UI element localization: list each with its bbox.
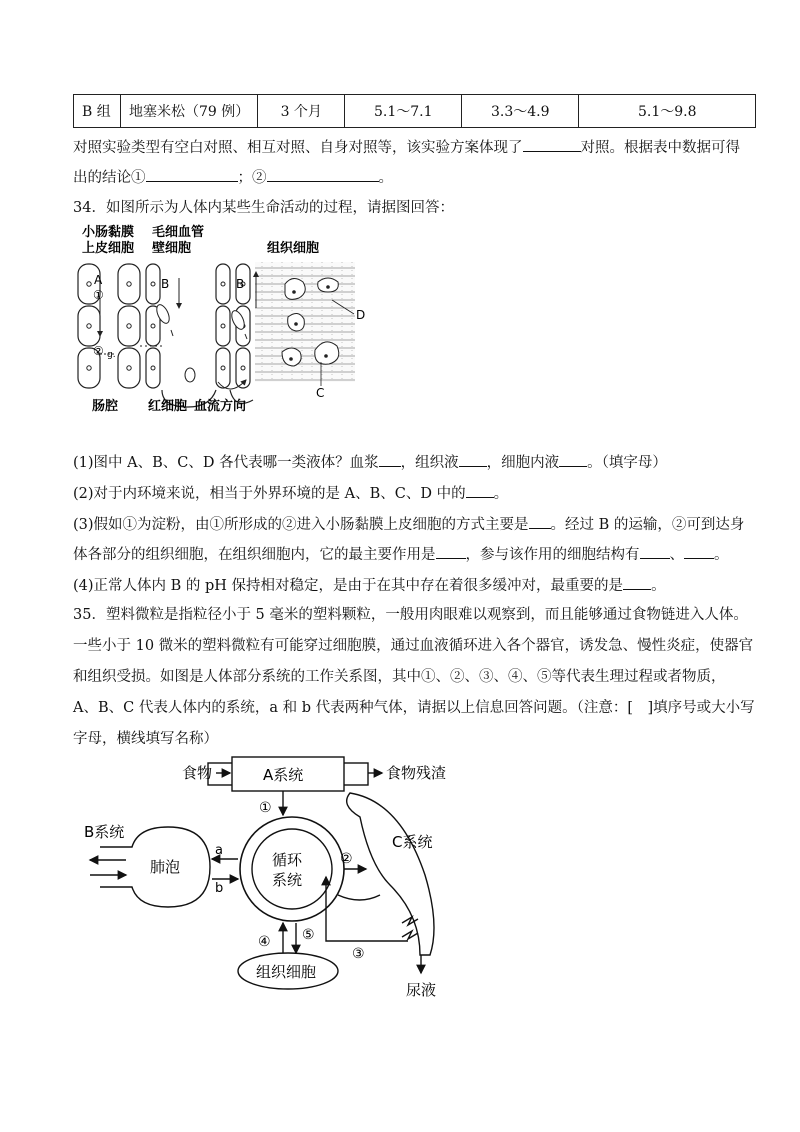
q34-sub-3-cont: 体各部分的组织细胞，在组织细胞内，它的最主要作用是 ，参与该作用的细胞结构有 、 。 <box>73 544 729 565</box>
q35-figure <box>70 755 470 1005</box>
q34-sub-3: (3)假如①为淀粉，由①所形成的②进入小肠黏膜上皮细胞的方式主要是 。经过 B 的运输，②可到达身 <box>73 514 744 535</box>
table-cell-value-2: 3.3～4.9 <box>462 95 579 128</box>
process-1-label: ① <box>259 800 272 816</box>
answer-blank[interactable] <box>529 514 551 529</box>
answer-blank[interactable] <box>640 544 670 559</box>
table-cell-value-3: 5.1～9.8 <box>579 95 756 128</box>
circulation-label-2: 系统 <box>272 871 303 889</box>
table-cell-duration: 3 个月 <box>258 95 345 128</box>
red-blood-cells <box>154 303 247 382</box>
label-red-blood-cell: 红细胞 <box>148 399 188 414</box>
table-row <box>74 95 756 128</box>
label-tissue-cell: 组织细胞 <box>267 241 320 256</box>
a-system-label: A系统 <box>263 766 304 784</box>
process-3-label: ③ <box>352 946 365 962</box>
label-step-1: ① <box>93 288 104 302</box>
answer-blank[interactable] <box>379 452 401 467</box>
answer-blank[interactable] <box>267 167 379 182</box>
q35-line-3: 和组织受损。如图是人体部分系统的工作关系图，其中①、②、③、④、⑤等代表生理过程或者物质， <box>73 669 726 685</box>
label-step-2: ② <box>93 344 104 358</box>
label-capillary-2: 壁细胞 <box>152 241 192 256</box>
answer-blank[interactable] <box>466 483 494 498</box>
answer-blank[interactable] <box>684 544 714 559</box>
answer-blank[interactable] <box>459 452 487 467</box>
circulation-inner <box>252 829 332 909</box>
label-c: C <box>316 386 325 400</box>
q35-line-5: 字母，横线填写名称） <box>73 731 218 747</box>
urine-label: 尿液 <box>406 981 437 999</box>
q35-line-4: A、B、C 代表人体内的系统，a 和 b 代表两种气体，请据以上信息回答问题。（注意：[ ]填序号或大小写 <box>73 700 755 716</box>
gas-a-label: a <box>215 843 223 858</box>
q35-line-1: 35．塑料微粒是指粒径小于 5 毫米的塑料颗粒，一般用肉眼难以观察到，而且能够通过食物链进入人体。 <box>73 607 748 623</box>
q33-line-1: 对照实验类型有空白对照、相互对照、自身对照等，该实验方案体现了 对照。根据表中数据可得 <box>73 137 740 158</box>
label-a: A <box>94 273 103 287</box>
label-b-2: B <box>236 277 245 291</box>
process-5-label: ⑤ <box>302 927 315 943</box>
gas-b-label: b <box>215 881 224 896</box>
circulation-label-1: 循环 <box>272 851 303 869</box>
answer-blank[interactable] <box>523 137 581 152</box>
results-table <box>73 94 756 128</box>
answer-blank[interactable] <box>559 452 587 467</box>
label-b-1: B <box>161 277 170 291</box>
answer-blank[interactable] <box>436 544 466 559</box>
c-system-shape <box>347 793 434 955</box>
label-capillary-1: 毛细血管 <box>152 225 205 240</box>
label-intestine-cell-1: 小肠黏膜 <box>82 225 135 240</box>
q33-line-2: 出的结论① ；② 。 <box>73 167 393 188</box>
table-cell-value-1: 5.1～7.1 <box>345 95 462 128</box>
answer-blank[interactable] <box>623 575 651 590</box>
answer-blank[interactable] <box>146 167 238 182</box>
food-label: 食物 <box>182 764 213 782</box>
label-intestine-cell-2: 上皮细胞 <box>82 241 135 256</box>
process-4-label: ④ <box>258 934 271 950</box>
table-cell-group: B 组 <box>74 95 121 128</box>
q34-sub-1: (1)图中 A、B、C、D 各代表哪一类液体？血浆 ，组织液 ，细胞内液 。（填字母） <box>73 452 667 473</box>
b-system-label: B系统 <box>84 823 125 841</box>
q34-sub-4: (4)正常人体内 B 的 pH 保持相对稳定，是由于在其中存在着很多缓冲对，最重要的是 。 <box>73 575 666 596</box>
residue-label: 食物残渣 <box>386 764 447 782</box>
c-system-label: C系统 <box>392 833 433 851</box>
tissue-fluid-region <box>255 262 355 382</box>
table-cell-drug: 地塞米松（79 例） <box>121 95 258 128</box>
q34-figure <box>70 222 390 422</box>
label-d: D <box>356 308 366 322</box>
label-g: g. <box>107 350 116 360</box>
tissue-cell-label: 组织细胞 <box>256 963 317 981</box>
label-lumen: 肠腔 <box>92 399 119 414</box>
process-2-label: ② <box>340 851 353 867</box>
q34-sub-2: (2)对于内环境来说，相当于外界环境的是 A、B、C、D 中的 。 <box>73 483 508 504</box>
q35-line-2: 一些小于 10 微米的塑料微粒有可能穿过细胞膜，通过血液循环进入各个器官，诱发急、慢性炎症，使器官 <box>73 638 754 654</box>
alveoli-label: 肺泡 <box>150 858 181 876</box>
circulation-outer <box>240 817 344 921</box>
label-blood-flow: 血流方向 <box>194 399 247 414</box>
q34-stem: 34．如图所示为人体内某些生命活动的过程，请据图回答： <box>73 200 454 216</box>
